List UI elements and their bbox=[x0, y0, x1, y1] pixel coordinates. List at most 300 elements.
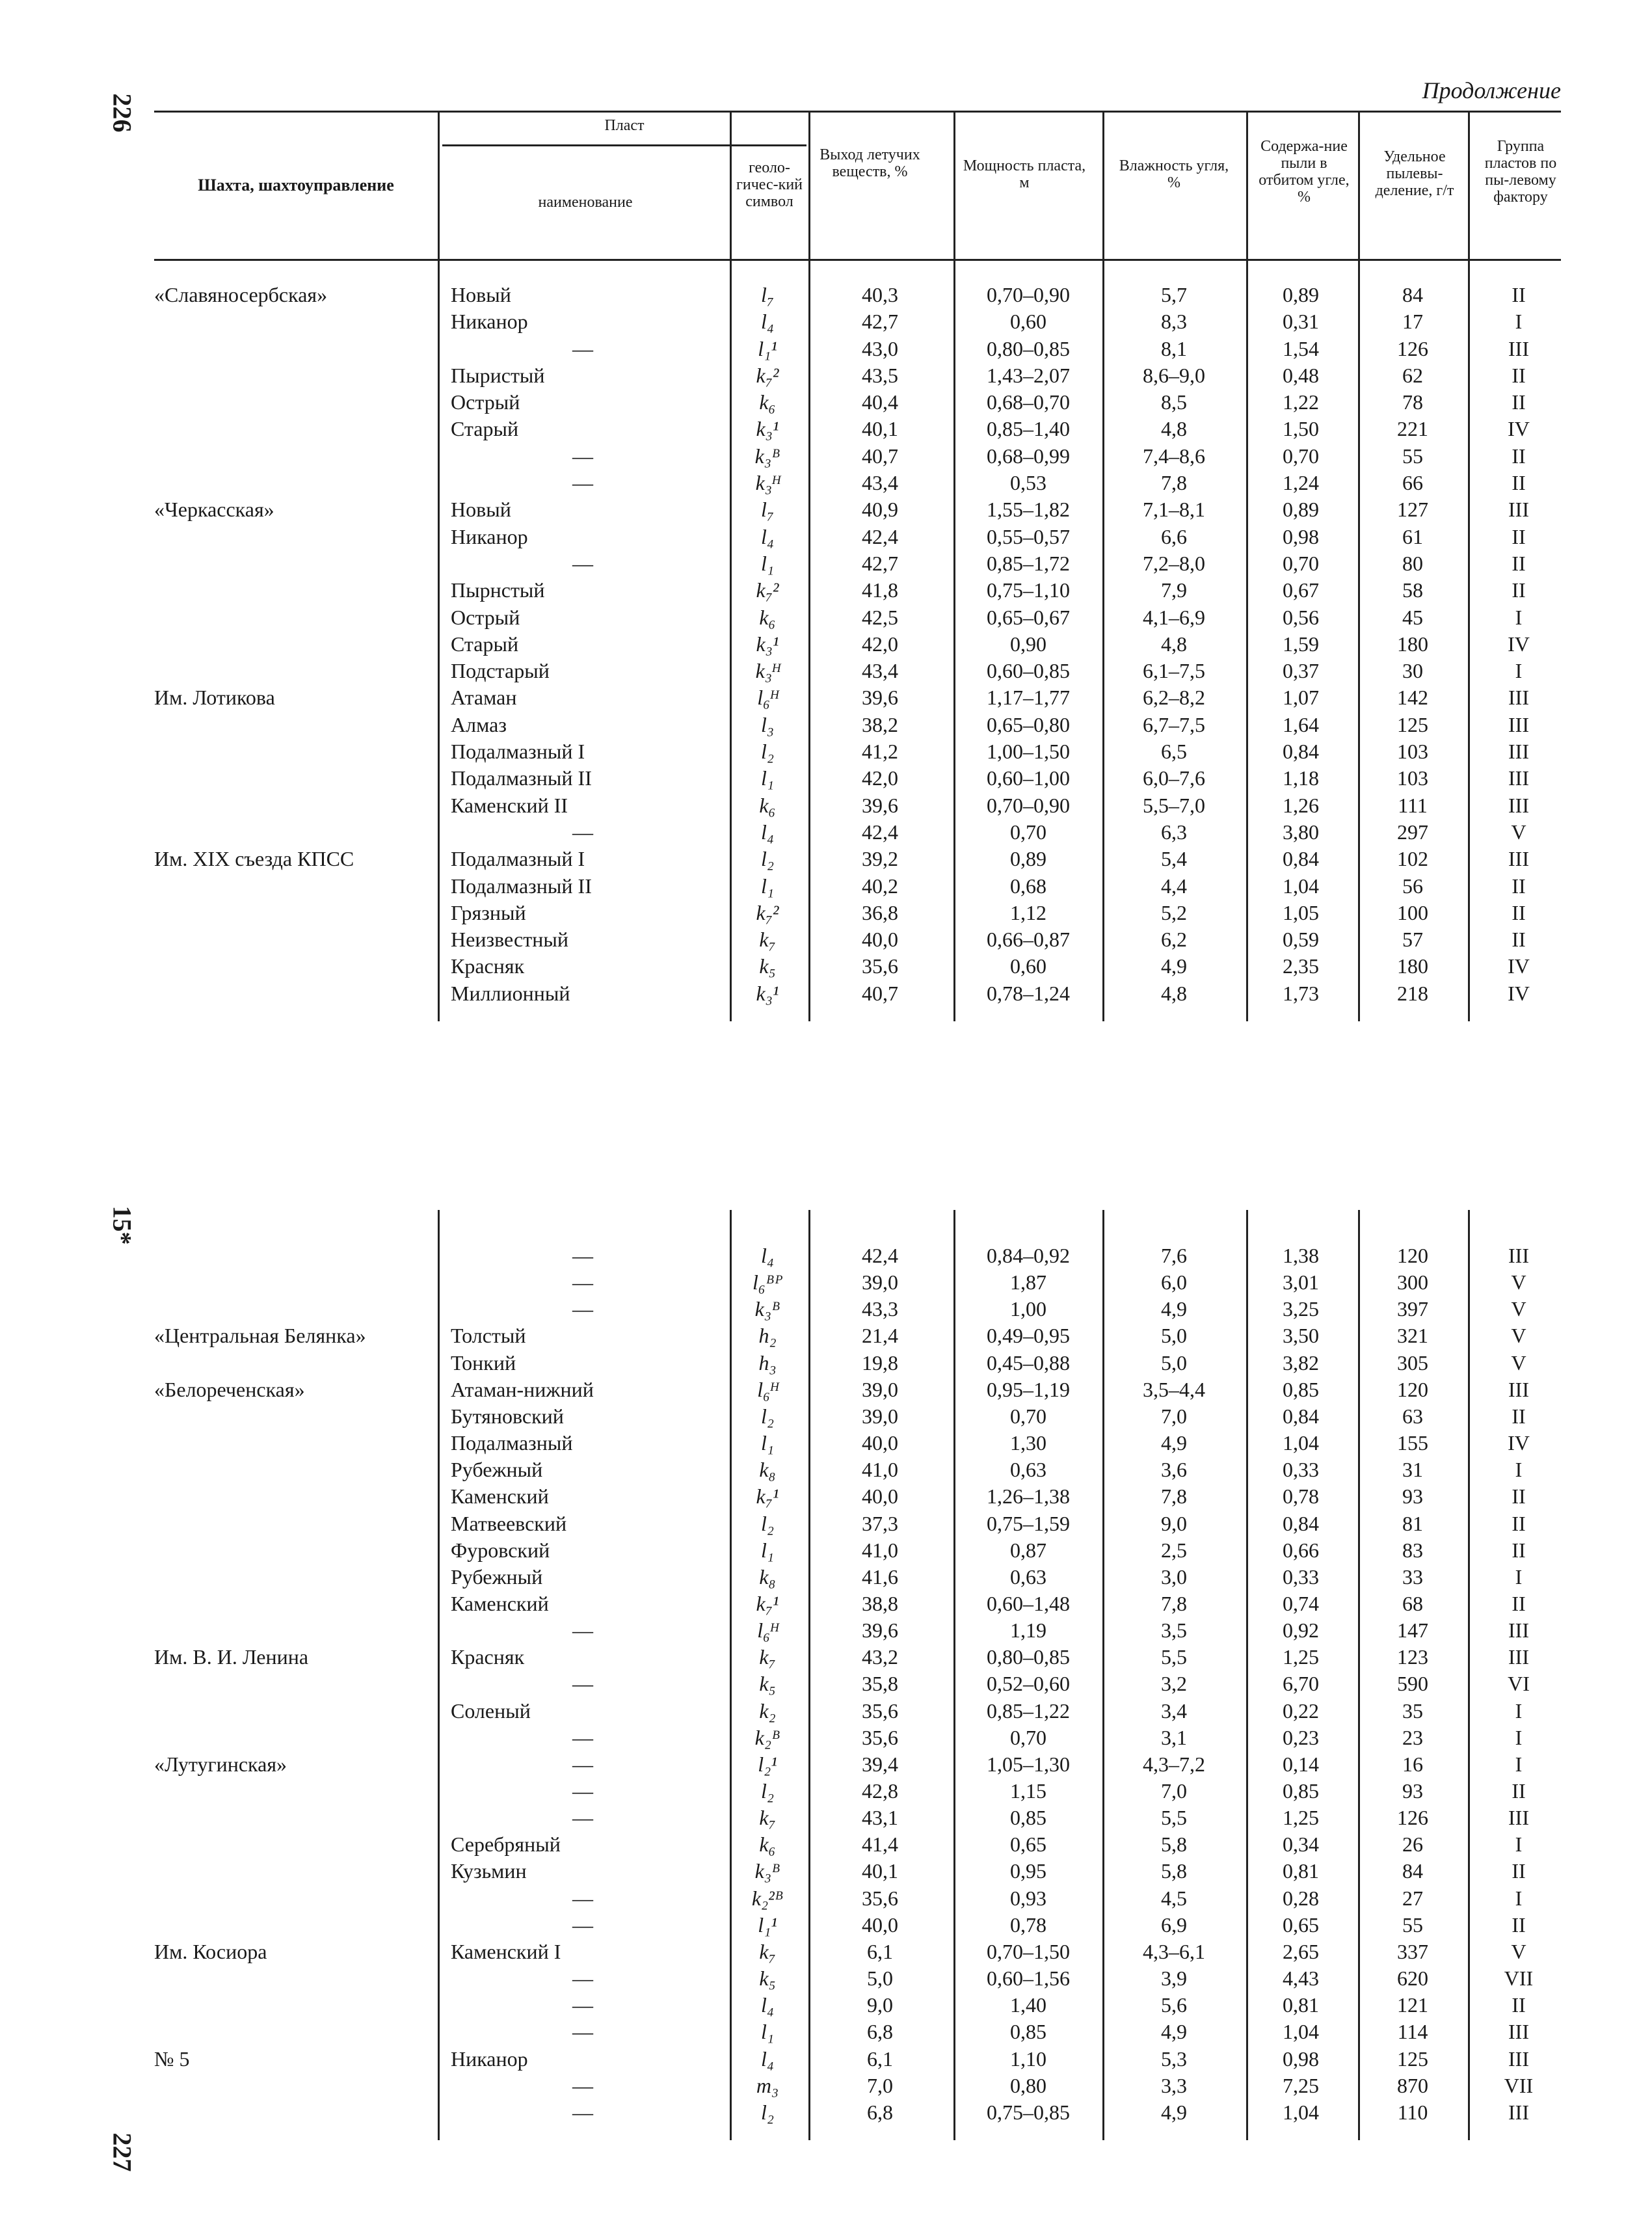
cell-vol: 35,6 bbox=[862, 1725, 898, 1749]
cell-grp: II bbox=[1512, 1859, 1526, 1883]
cell-moi: 8,6–9,0 bbox=[1143, 363, 1205, 387]
cell-dust: 0,85 bbox=[1283, 1779, 1319, 1803]
cell-thk: 0,75–1,59 bbox=[987, 1511, 1070, 1535]
cell-spec: 78 bbox=[1402, 390, 1423, 414]
cell-dust: 1,59 bbox=[1283, 632, 1319, 656]
cell-thk: 1,30 bbox=[1010, 1431, 1046, 1455]
cell-dust: 1,25 bbox=[1283, 1645, 1319, 1669]
cell-moi: 6,7–7,5 bbox=[1143, 712, 1205, 736]
cell-vol: 39,2 bbox=[862, 847, 898, 871]
cell-spec: 35 bbox=[1402, 1698, 1423, 1723]
column-rule bbox=[438, 111, 440, 1021]
cell-seam: Каменский bbox=[451, 1484, 549, 1509]
cell-vol: 6,8 bbox=[867, 2020, 893, 2044]
cell-thk: 0,70 bbox=[1010, 1404, 1046, 1428]
cell-sym: k₇² bbox=[756, 900, 779, 924]
cell-spec: 180 bbox=[1397, 632, 1428, 656]
cell-seam: — bbox=[572, 1752, 593, 1776]
cell-moi: 5,0 bbox=[1161, 1350, 1187, 1375]
cell-grp: III bbox=[1508, 1806, 1529, 1830]
cell-spec: 45 bbox=[1402, 605, 1423, 629]
cell-sym: l₂ bbox=[760, 1404, 775, 1428]
cell-moi: 6,6 bbox=[1161, 524, 1187, 548]
cell-grp: I bbox=[1515, 1752, 1523, 1776]
cell-thk: 1,40 bbox=[1010, 1993, 1046, 2017]
cell-moi: 7,8 bbox=[1161, 1591, 1187, 1615]
cell-thk: 0,93 bbox=[1010, 1886, 1046, 1910]
cell-thk: 0,70 bbox=[1010, 820, 1046, 844]
cell-sym: k₈ bbox=[759, 1458, 776, 1482]
cell-thk: 1,15 bbox=[1010, 1779, 1046, 1803]
cell-moi: 3,3 bbox=[1161, 2073, 1187, 2097]
cell-dust: 1,22 bbox=[1283, 390, 1319, 414]
cell-dust: 0,89 bbox=[1283, 498, 1319, 522]
cell-spec: 218 bbox=[1397, 981, 1428, 1005]
cell-moi: 7,4–8,6 bbox=[1143, 444, 1205, 468]
cell-spec: 56 bbox=[1402, 874, 1423, 898]
cell-vol: 43,3 bbox=[862, 1297, 898, 1321]
cell-seam: Никанор bbox=[451, 524, 528, 548]
cell-dust: 0,84 bbox=[1283, 1404, 1319, 1428]
cell-thk: 0,65–0,80 bbox=[987, 712, 1070, 736]
column-rule bbox=[808, 1210, 810, 2140]
cell-dust: 1,64 bbox=[1283, 712, 1319, 736]
cell-vol: 39,6 bbox=[862, 1618, 898, 1643]
cell-moi: 4,9 bbox=[1161, 2100, 1187, 2124]
cell-dust: 0,78 bbox=[1283, 1484, 1319, 1509]
cell-thk: 0,66–0,87 bbox=[987, 928, 1070, 952]
cell-spec: 221 bbox=[1397, 417, 1428, 441]
cell-sym: l₁¹ bbox=[758, 336, 777, 360]
cell-moi: 5,7 bbox=[1161, 283, 1187, 306]
cell-thk: 0,89 bbox=[1010, 847, 1046, 871]
cell-vol: 5,0 bbox=[867, 1966, 893, 1991]
cell-moi: 5,8 bbox=[1161, 1832, 1187, 1857]
cell-seam: Грязный bbox=[451, 900, 526, 924]
cell-vol: 6,1 bbox=[867, 1939, 893, 1963]
column-rule bbox=[1246, 1210, 1248, 2140]
right-page-number: 227 bbox=[107, 2132, 137, 2172]
cell-dust: 0,65 bbox=[1283, 1913, 1319, 1937]
cell-seam: Красняк bbox=[451, 954, 525, 978]
cell-spec: 620 bbox=[1397, 1966, 1428, 1991]
cell-grp: III bbox=[1508, 686, 1529, 710]
cell-vol: 38,8 bbox=[862, 1591, 898, 1615]
cell-thk: 0,85 bbox=[1010, 1806, 1046, 1830]
column-rule bbox=[1468, 1210, 1470, 2140]
cell-grp: II bbox=[1512, 471, 1526, 495]
cell-dust: 1,04 bbox=[1283, 2020, 1319, 2044]
cell-seam: — bbox=[572, 1618, 593, 1643]
cell-moi: 5,3 bbox=[1161, 2047, 1187, 2071]
cell-sym: k₇² bbox=[756, 363, 779, 387]
cell-sym: l₂ bbox=[760, 740, 775, 764]
cell-dust: 0,98 bbox=[1283, 524, 1319, 548]
cell-sym: l₁ bbox=[760, 766, 775, 790]
cell-moi: 7,9 bbox=[1161, 578, 1187, 602]
cell-dust: 1,04 bbox=[1283, 2100, 1319, 2124]
cell-dust: 0,37 bbox=[1283, 659, 1319, 683]
header-mine: Шахта, шахтоуправление bbox=[198, 176, 394, 195]
cell-grp: IV bbox=[1508, 954, 1530, 978]
cell-dust: 0,14 bbox=[1283, 1752, 1319, 1776]
header-seam-name: наименование bbox=[538, 194, 633, 211]
cell-grp: I bbox=[1515, 310, 1523, 334]
cell-vol: 39,6 bbox=[862, 793, 898, 817]
cell-thk: 0,85–1,22 bbox=[987, 1698, 1070, 1723]
header-seam-group: Пласт bbox=[604, 117, 645, 134]
cell-vol: 40,0 bbox=[862, 1913, 898, 1937]
cell-dust: 0,81 bbox=[1283, 1993, 1319, 2017]
cell-seam: Подстарый bbox=[451, 659, 550, 683]
cell-dust: 0,84 bbox=[1283, 1511, 1319, 1535]
cell-vol: 41,4 bbox=[862, 1832, 898, 1857]
cell-spec: 126 bbox=[1397, 1806, 1428, 1830]
cell-sym: k₇ bbox=[759, 1939, 776, 1963]
cell-moi: 3,6 bbox=[1161, 1458, 1187, 1482]
cell-grp: III bbox=[1508, 336, 1529, 360]
cell-thk: 0,65–0,67 bbox=[987, 605, 1070, 629]
column-rule bbox=[1358, 1210, 1360, 2140]
column-rule bbox=[1246, 111, 1248, 1021]
cell-moi: 5,5–7,0 bbox=[1143, 793, 1205, 817]
cell-vol: 9,0 bbox=[867, 1993, 893, 2017]
cell-thk: 1,10 bbox=[1010, 2047, 1046, 2071]
cell-thk: 0,60 bbox=[1010, 310, 1046, 334]
cell-sym: k₇ bbox=[759, 1645, 776, 1669]
cell-sym: k₃ᴮ bbox=[754, 444, 780, 468]
cell-moi: 4,9 bbox=[1161, 2020, 1187, 2044]
cell-thk: 1,17–1,77 bbox=[987, 686, 1070, 710]
cell-thk: 0,75–1,10 bbox=[987, 578, 1070, 602]
cell-thk: 0,52–0,60 bbox=[987, 1672, 1070, 1696]
cell-sym: k₃¹ bbox=[756, 417, 779, 441]
cell-grp: VI bbox=[1508, 1672, 1530, 1696]
cell-spec: 58 bbox=[1402, 578, 1423, 602]
cell-sym: l₆ᴴ bbox=[757, 1377, 778, 1401]
cell-vol: 37,3 bbox=[862, 1511, 898, 1535]
cell-vol: 42,4 bbox=[862, 1244, 898, 1267]
cell-moi: 9,0 bbox=[1161, 1511, 1187, 1535]
column-rule bbox=[808, 111, 810, 1021]
cell-vol: 42,4 bbox=[862, 820, 898, 844]
cell-vol: 40,0 bbox=[862, 1431, 898, 1455]
header-specific-dust: Удельное пылевы-деление, г/т bbox=[1375, 148, 1454, 199]
cell-dust: 3,01 bbox=[1283, 1270, 1319, 1295]
cell-sym: k₃ᴮ bbox=[754, 1859, 780, 1883]
cell-vol: 43,4 bbox=[862, 659, 898, 683]
cell-grp: V bbox=[1511, 1324, 1526, 1348]
cell-vol: 43,5 bbox=[862, 363, 898, 387]
cell-dust: 3,50 bbox=[1283, 1324, 1319, 1348]
cell-spec: 55 bbox=[1402, 444, 1423, 468]
cell-vol: 40,0 bbox=[862, 928, 898, 952]
cell-spec: 321 bbox=[1397, 1324, 1428, 1348]
cell-grp: III bbox=[1508, 1244, 1529, 1267]
cell-sym: l₄ bbox=[760, 524, 775, 548]
cell-sym: l₆ᴴ bbox=[757, 1618, 778, 1643]
cell-dust: 0,23 bbox=[1283, 1725, 1319, 1749]
cell-thk: 1,19 bbox=[1010, 1618, 1046, 1643]
cell-vol: 41,2 bbox=[862, 740, 898, 764]
cell-vol: 42,4 bbox=[862, 524, 898, 548]
cell-vol: 40,7 bbox=[862, 981, 898, 1005]
cell-grp: III bbox=[1508, 1377, 1529, 1401]
cell-thk: 0,95–1,19 bbox=[987, 1377, 1070, 1401]
cell-seam: Атаман bbox=[451, 686, 517, 710]
cell-sym: l₃ bbox=[760, 712, 775, 736]
cell-grp: I bbox=[1515, 1886, 1523, 1910]
cell-sym: l₆ᴮᴾ bbox=[753, 1270, 782, 1295]
cell-thk: 0,55–0,57 bbox=[987, 524, 1070, 548]
cell-vol: 41,0 bbox=[862, 1538, 898, 1562]
cell-grp: VII bbox=[1504, 2073, 1534, 2097]
cell-sym: m₃ bbox=[756, 2073, 779, 2097]
cell-seam: Атаман-нижний bbox=[451, 1377, 594, 1401]
cell-seam: Неизвестный bbox=[451, 928, 568, 952]
cell-seam: Рубежный bbox=[451, 1458, 543, 1482]
cell-seam: — bbox=[572, 820, 593, 844]
cell-grp: II bbox=[1512, 283, 1526, 306]
cell-thk: 0,49–0,95 bbox=[987, 1324, 1070, 1348]
cell-vol: 21,4 bbox=[862, 1324, 898, 1348]
cell-spec: 180 bbox=[1397, 954, 1428, 978]
cell-seam: Никанор bbox=[451, 310, 528, 334]
cell-seam: Миллионный bbox=[451, 981, 570, 1005]
cell-grp: II bbox=[1512, 1538, 1526, 1562]
cell-thk: 0,63 bbox=[1010, 1458, 1046, 1482]
cell-moi: 5,5 bbox=[1161, 1806, 1187, 1830]
cell-seam: Старый bbox=[451, 417, 519, 441]
cell-dust: 6,70 bbox=[1283, 1672, 1319, 1696]
cell-seam: Красняк bbox=[451, 1645, 525, 1669]
cell-vol: 7,0 bbox=[867, 2073, 893, 2097]
header-bottom-rule bbox=[154, 259, 1561, 261]
cell-dust: 1,04 bbox=[1283, 1431, 1319, 1455]
cell-spec: 125 bbox=[1397, 712, 1428, 736]
cell-dust: 0,56 bbox=[1283, 605, 1319, 629]
cell-spec: 23 bbox=[1402, 1725, 1423, 1749]
cell-grp: VII bbox=[1504, 1966, 1534, 1991]
cell-moi: 4,8 bbox=[1161, 417, 1187, 441]
cell-grp: II bbox=[1512, 1511, 1526, 1535]
cell-seam: Подалмазный I bbox=[451, 847, 585, 871]
cell-sym: l₂ bbox=[760, 2100, 775, 2124]
cell-thk: 0,70–1,50 bbox=[987, 1939, 1070, 1963]
cell-spec: 63 bbox=[1402, 1404, 1423, 1428]
cell-dust: 3,25 bbox=[1283, 1297, 1319, 1321]
cell-thk: 0,60 bbox=[1010, 954, 1046, 978]
cell-grp: II bbox=[1512, 444, 1526, 468]
cell-seam: Фуровский bbox=[451, 1538, 550, 1562]
cell-grp: I bbox=[1515, 1458, 1523, 1482]
cell-vol: 39,6 bbox=[862, 686, 898, 710]
cell-spec: 126 bbox=[1397, 336, 1428, 360]
cell-moi: 4,8 bbox=[1161, 981, 1187, 1005]
cell-moi: 3,1 bbox=[1161, 1725, 1187, 1749]
cell-thk: 1,55–1,82 bbox=[987, 498, 1070, 522]
cell-spec: 103 bbox=[1397, 766, 1428, 790]
cell-sym: l₂ bbox=[760, 1779, 775, 1803]
cell-dust: 2,35 bbox=[1283, 954, 1319, 978]
cell-sym: k₃ᴴ bbox=[755, 471, 780, 495]
cell-seam: Соленый bbox=[451, 1698, 531, 1723]
cell-grp: II bbox=[1512, 363, 1526, 387]
cell-dust: 1,50 bbox=[1283, 417, 1319, 441]
cell-sym: l₁ bbox=[760, 551, 775, 575]
cell-dust: 0,89 bbox=[1283, 283, 1319, 306]
cell-grp: II bbox=[1512, 1779, 1526, 1803]
cell-thk: 0,68 bbox=[1010, 874, 1046, 898]
cell-mine: Им. В. И. Ленина bbox=[154, 1645, 309, 1669]
cell-sym: l₂ bbox=[760, 1511, 775, 1535]
cell-thk: 0,60–1,00 bbox=[987, 766, 1070, 790]
cell-seam: — bbox=[572, 336, 593, 360]
cell-thk: 0,85 bbox=[1010, 2020, 1046, 2044]
cell-grp: III bbox=[1508, 1645, 1529, 1669]
cell-spec: 100 bbox=[1397, 900, 1428, 924]
column-rule bbox=[1102, 1210, 1104, 2140]
cell-dust: 4,43 bbox=[1283, 1966, 1319, 1991]
cell-sym: k₃¹ bbox=[756, 981, 779, 1005]
cell-mine: «Белореченская» bbox=[154, 1377, 305, 1401]
cell-dust: 1,38 bbox=[1283, 1244, 1319, 1267]
cell-spec: 27 bbox=[1402, 1886, 1423, 1910]
cell-spec: 30 bbox=[1402, 659, 1423, 683]
cell-seam: Никанор bbox=[451, 2047, 528, 2071]
header-dust-content: Содержа-ние пыли в отбитом угле, % bbox=[1259, 138, 1350, 206]
cell-spec: 111 bbox=[1398, 793, 1428, 817]
header-geo-symbol: геоло-гичес-кий символ bbox=[736, 159, 803, 210]
cell-moi: 3,5–4,4 bbox=[1143, 1377, 1205, 1401]
cell-vol: 39,0 bbox=[862, 1377, 898, 1401]
cell-moi: 4,9 bbox=[1161, 1431, 1187, 1455]
cell-sym: l₁ bbox=[760, 1431, 775, 1455]
cell-dust: 0,70 bbox=[1283, 551, 1319, 575]
cell-seam: Острый bbox=[451, 390, 520, 414]
cell-grp: IV bbox=[1508, 981, 1530, 1005]
cell-spec: 870 bbox=[1397, 2073, 1428, 2097]
cell-seam: Подалмазный bbox=[451, 1431, 573, 1455]
cell-seam: — bbox=[572, 2073, 593, 2097]
cell-seam: — bbox=[572, 1297, 593, 1321]
cell-spec: 55 bbox=[1402, 1913, 1423, 1937]
cell-grp: II bbox=[1512, 390, 1526, 414]
cell-moi: 4,3–7,2 bbox=[1143, 1752, 1205, 1776]
cell-grp: III bbox=[1508, 847, 1529, 871]
cell-vol: 39,4 bbox=[862, 1752, 898, 1776]
cell-spec: 337 bbox=[1397, 1939, 1428, 1963]
cell-seam: Подалмазный I bbox=[451, 740, 585, 764]
cell-grp: I bbox=[1515, 1725, 1523, 1749]
cell-thk: 1,05–1,30 bbox=[987, 1752, 1070, 1776]
cell-seam: Тонкий bbox=[451, 1350, 516, 1375]
cell-spec: 31 bbox=[1402, 1458, 1423, 1482]
cell-spec: 26 bbox=[1402, 1832, 1423, 1857]
cell-mine: Им. XIX съезда КПСС bbox=[154, 847, 354, 871]
cell-spec: 103 bbox=[1397, 740, 1428, 764]
cell-vol: 35,6 bbox=[862, 1698, 898, 1723]
cell-grp: I bbox=[1515, 1832, 1523, 1857]
cell-grp: II bbox=[1512, 1913, 1526, 1937]
cell-spec: 121 bbox=[1397, 1993, 1428, 2017]
cell-grp: II bbox=[1512, 1993, 1526, 2017]
cell-thk: 1,43–2,07 bbox=[987, 363, 1070, 387]
cell-grp: II bbox=[1512, 1404, 1526, 1428]
cell-dust: 0,34 bbox=[1283, 1832, 1319, 1857]
cell-dust: 1,24 bbox=[1283, 471, 1319, 495]
cell-sym: l₂ bbox=[760, 847, 775, 871]
cell-grp: II bbox=[1512, 1484, 1526, 1509]
cell-vol: 42,7 bbox=[862, 551, 898, 575]
cell-seam: Толстый bbox=[451, 1324, 526, 1348]
header-volatile: Выход летучих веществ, % bbox=[819, 146, 920, 180]
cell-vol: 41,0 bbox=[862, 1458, 898, 1482]
cell-thk: 0,95 bbox=[1010, 1859, 1046, 1883]
cell-seam: — bbox=[572, 1244, 593, 1267]
cell-seam: — bbox=[572, 1779, 593, 1803]
cell-vol: 43,2 bbox=[862, 1645, 898, 1669]
cell-moi: 5,0 bbox=[1161, 1324, 1187, 1348]
column-rule bbox=[730, 111, 732, 1021]
cell-mine: Им. Косиора bbox=[154, 1939, 267, 1963]
cell-sym: k₇ bbox=[759, 928, 776, 952]
cell-thk: 0,78–1,24 bbox=[987, 981, 1070, 1005]
cell-moi: 5,8 bbox=[1161, 1859, 1187, 1883]
cell-seam: — bbox=[572, 1806, 593, 1830]
cell-grp: II bbox=[1512, 551, 1526, 575]
cell-grp: V bbox=[1511, 820, 1526, 844]
cell-thk: 0,90 bbox=[1010, 632, 1046, 656]
cell-seam: — bbox=[572, 471, 593, 495]
cell-spec: 397 bbox=[1397, 1297, 1428, 1321]
cell-moi: 8,3 bbox=[1161, 310, 1187, 334]
cell-vol: 40,1 bbox=[862, 417, 898, 441]
cell-seam: — bbox=[572, 1672, 593, 1696]
cell-seam: Новый bbox=[451, 498, 511, 522]
cell-vol: 42,0 bbox=[862, 632, 898, 656]
cell-moi: 7,6 bbox=[1161, 1244, 1187, 1267]
cell-moi: 3,0 bbox=[1161, 1564, 1187, 1589]
cell-moi: 7,8 bbox=[1161, 1484, 1187, 1509]
cell-grp: V bbox=[1511, 1939, 1526, 1963]
cell-moi: 7,8 bbox=[1161, 471, 1187, 495]
cell-dust: 0,67 bbox=[1283, 578, 1319, 602]
cell-sym: k₂ bbox=[759, 1698, 776, 1723]
cell-dust: 0,84 bbox=[1283, 847, 1319, 871]
cell-dust: 0,33 bbox=[1283, 1458, 1319, 1482]
cell-seam: — bbox=[572, 1913, 593, 1937]
cell-spec: 102 bbox=[1397, 847, 1428, 871]
cell-moi: 4,3–6,1 bbox=[1143, 1939, 1205, 1963]
cell-moi: 4,4 bbox=[1161, 874, 1187, 898]
seam-group-rule bbox=[442, 144, 806, 146]
cell-thk: 0,70–0,90 bbox=[987, 793, 1070, 817]
cell-thk: 0,70–0,90 bbox=[987, 283, 1070, 306]
cell-spec: 68 bbox=[1402, 1591, 1423, 1615]
cell-thk: 0,63 bbox=[1010, 1564, 1046, 1589]
cell-moi: 4,9 bbox=[1161, 954, 1187, 978]
cell-spec: 81 bbox=[1402, 1511, 1423, 1535]
cell-vol: 42,8 bbox=[862, 1779, 898, 1803]
cell-dust: 0,22 bbox=[1283, 1698, 1319, 1723]
cell-vol: 40,7 bbox=[862, 444, 898, 468]
cell-sym: l₄ bbox=[760, 820, 775, 844]
cell-moi: 5,4 bbox=[1161, 847, 1187, 871]
cell-mine: «Центральная Белянка» bbox=[154, 1324, 366, 1348]
cell-spec: 142 bbox=[1397, 686, 1428, 710]
cell-grp: II bbox=[1512, 578, 1526, 602]
